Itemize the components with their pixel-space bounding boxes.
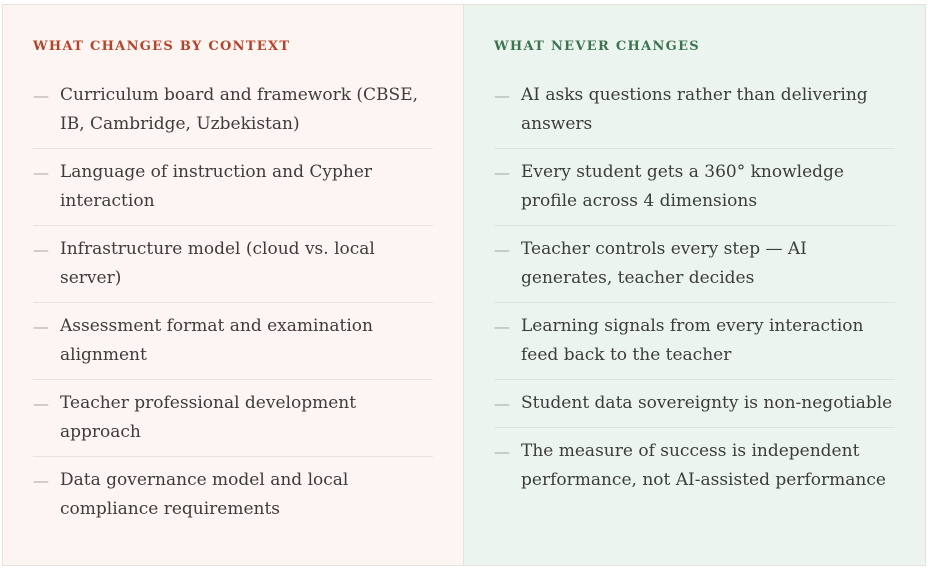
changes-list <box>33 72 433 533</box>
dash-bullet: — <box>494 317 510 336</box>
list-item <box>33 226 433 303</box>
list-item <box>494 226 895 303</box>
list-item <box>33 380 433 457</box>
list-item-text: Teacher professional development approach <box>60 393 357 442</box>
list-item-text: Infrastructure model (cloud vs. local server) <box>60 239 375 288</box>
list-item <box>494 428 895 504</box>
list-item-text: The measure of success is independent performance, not AI-assisted performance <box>521 441 886 490</box>
list-item-text: Learning signals from every interaction feed back to the teacher <box>521 316 864 365</box>
list-item <box>494 72 895 149</box>
dash-bullet: — <box>494 163 510 182</box>
list-item <box>33 149 433 226</box>
changes-by-context-column <box>3 5 464 565</box>
list-item <box>33 457 433 533</box>
dash-bullet: — <box>494 442 510 461</box>
dash-bullet: — <box>33 394 49 413</box>
list-item <box>494 303 895 380</box>
dash-bullet: — <box>494 86 510 105</box>
list-item-text: AI asks questions rather than delivering answers <box>521 85 868 134</box>
list-item <box>33 72 433 149</box>
list-item-text: Data governance model and local compliance requirements <box>60 470 349 519</box>
list-item-text: Student data sovereignty is non-negotiable <box>521 393 893 413</box>
comparison-panel <box>2 4 926 566</box>
dash-bullet: — <box>33 163 49 182</box>
changes-heading: WHAT CHANGES BY CONTEXT <box>33 39 291 54</box>
list-item-text: Language of instruction and Cypher interaction <box>60 162 373 211</box>
list-item-text: Assessment format and examination alignment <box>60 316 373 365</box>
dash-bullet: — <box>494 394 510 413</box>
list-item <box>33 303 433 380</box>
dash-bullet: — <box>33 240 49 259</box>
dash-bullet: — <box>33 317 49 336</box>
never-changes-column <box>464 5 925 565</box>
list-item-text: Curriculum board and framework (CBSE, IB, Cambridge, Uzbekistan) <box>60 85 419 134</box>
list-item <box>494 149 895 226</box>
dash-bullet: — <box>33 86 49 105</box>
list-item-text: Every student gets a 360° knowledge profile across 4 dimensions <box>521 162 844 211</box>
list-item <box>494 380 895 428</box>
dash-bullet: — <box>494 240 510 259</box>
dash-bullet: — <box>33 471 49 490</box>
list-item-text: Teacher controls every step — AI generates, teacher decides <box>521 239 807 288</box>
never-changes-list <box>494 72 895 504</box>
never-changes-heading: WHAT NEVER CHANGES <box>494 39 700 54</box>
